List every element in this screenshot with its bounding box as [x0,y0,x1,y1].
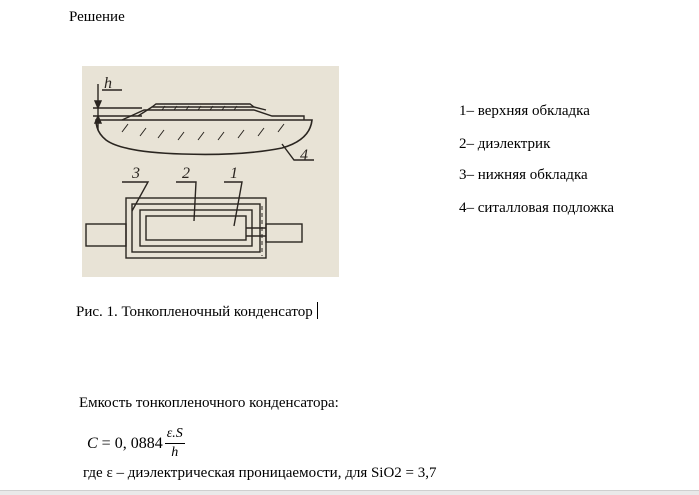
figure-caption[interactable] [76,302,318,321]
section-heading: Решение [69,9,125,25]
capacitance-formula [87,426,185,461]
formula-coefficient: 0, 0884 [114,434,163,452]
formula-explanation: где ε – диэлектрическая проницаемости, для SiO2 = 3,7 [83,465,437,481]
legend-item-dielectric: 2– диэлектрик [459,136,551,152]
figure-caption-text: Рис. 1. Тонкопленочный конденсатор [76,304,313,320]
formula-fraction [165,426,185,461]
text-cursor [317,302,318,319]
figure-label-2: 2 [182,165,190,182]
page-bottom-edge [0,490,699,495]
capacitance-intro: Емкость тонкопленочного конденсатора: [79,395,339,411]
formula-lhs: C [87,434,98,452]
capacitor-figure [82,66,339,277]
figure-label-3: 3 [132,165,140,182]
formula-denominator: h [171,445,179,460]
legend-item-top-plate: 1– верхняя обкладка [459,103,590,119]
figure-label-4: 4 [300,147,308,164]
figure-label-1: 1 [230,165,238,182]
formula-numerator: ε.S [165,426,185,444]
formula-equals: = [97,434,115,452]
legend-item-substrate: 4– ситалловая подложка [459,200,615,216]
legend-item-bottom-plate: 3– нижняя обкладка [459,167,588,183]
figure-label-h: h [104,75,112,92]
